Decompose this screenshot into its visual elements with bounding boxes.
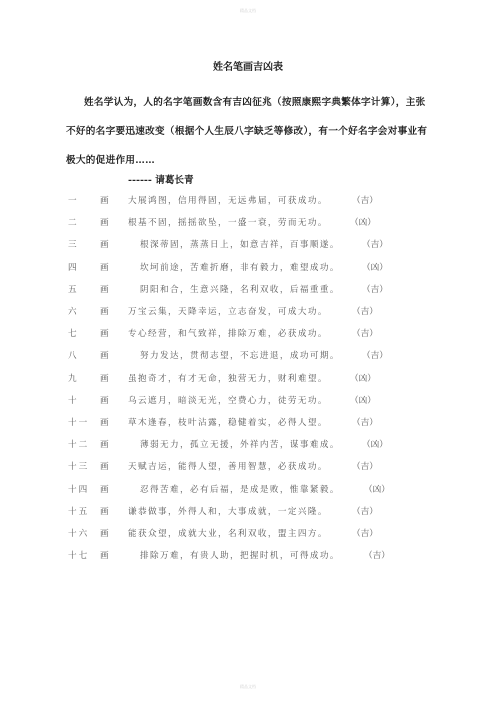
intro-paragraph: 姓名学认为，人的名字笔画数含有吉凶征兆（按照康熙字典繁体字计算），主张不好的名字要迅速改变（根据个人生辰八字缺乏等修改），有一个好名字会对事业有极大的促进作用……: [66, 97, 428, 166]
stroke-count: 八: [68, 351, 79, 362]
stroke-unit-label: 画: [100, 462, 109, 473]
footer-watermark: 精品文档: [240, 684, 256, 689]
stroke-count: 十五: [68, 506, 90, 517]
stroke-count: 十: [68, 395, 79, 406]
stroke-unit-label: 画: [100, 196, 109, 206]
stroke-count: 三: [68, 240, 79, 251]
fortune-description: 根深蒂固，蒸蒸日上，如意吉祥，百事顺遂。: [140, 240, 340, 251]
fortune-verdict: （凶）: [350, 395, 376, 406]
table-row: [0, 523, 496, 545]
fortune-description: 坎坷前途，苦难折磨，非有毅力，难望成功。: [140, 262, 340, 273]
fortune-description: 草木逢春，枝叶沾露，稳健着实，必得人望。: [128, 418, 328, 428]
stroke-unit-label: 画: [100, 506, 109, 517]
table-row: [0, 368, 496, 390]
fortune-description: 根基不固，摇摇欲坠，一盛一衰，劳而无功。: [128, 218, 328, 229]
page-title: 姓名笔画吉凶表: [213, 62, 283, 73]
table-row: [0, 412, 496, 434]
stroke-count: 十二: [68, 440, 90, 451]
stroke-unit-label: 画: [100, 418, 109, 428]
fortune-verdict: （吉）: [352, 418, 378, 428]
fortune-verdict: （凶）: [350, 373, 376, 384]
stroke-unit-label: 画: [100, 351, 109, 362]
table-row: [0, 545, 496, 567]
fortune-verdict: （凶）: [364, 484, 390, 495]
stroke-unit-label: 画: [100, 551, 109, 562]
fortune-description: 大展鸿图，信用得固，无远弗届，可获成功。: [128, 196, 328, 206]
stroke-unit-label: 画: [100, 240, 109, 251]
fortune-verdict: （吉）: [362, 240, 388, 251]
stroke-unit-label: 画: [100, 373, 109, 384]
fortune-verdict: （吉）: [362, 284, 388, 295]
fortune-verdict: （吉）: [352, 462, 378, 473]
stroke-count: 十七: [68, 551, 90, 562]
stroke-count: 六: [68, 307, 79, 317]
fortune-description: 薄弱无力，孤立无援，外祥内苦，谋事难成。: [140, 440, 340, 451]
fortune-verdict: （吉）: [352, 329, 378, 340]
fortune-description: 万宝云集，天降幸运，立志奋发，可成大功。: [128, 307, 328, 317]
fortune-verdict: （吉）: [362, 351, 388, 362]
fortune-verdict: （凶）: [362, 262, 388, 273]
stroke-unit-label: 画: [100, 218, 109, 229]
stroke-count: 四: [68, 262, 79, 273]
stroke-count: 一: [68, 196, 79, 206]
stroke-unit-label: 画: [100, 484, 109, 495]
table-row: [0, 190, 496, 212]
header-watermark: 精品文档: [240, 8, 256, 13]
fortune-description: 乌云遮月，暗淡无光，空费心力，徒劳无功。: [128, 395, 328, 406]
table-row: [0, 234, 496, 256]
table-row: [0, 212, 496, 234]
table-row: [0, 501, 496, 523]
table-row: [0, 456, 496, 478]
fortune-description: 专心经营，和气致祥，排除万难，必获成功。: [128, 329, 328, 340]
table-row: [0, 301, 496, 323]
stroke-count: 五: [68, 284, 79, 295]
stroke-count: 十六: [68, 529, 90, 539]
stroke-unit-label: 画: [100, 329, 109, 340]
table-row: [0, 479, 496, 501]
stroke-unit-label: 画: [100, 284, 109, 295]
fortune-verdict: （凶）: [350, 218, 376, 229]
fortune-verdict: （吉）: [352, 307, 378, 317]
table-row: [0, 345, 496, 367]
stroke-unit-label: 画: [100, 440, 109, 451]
fortune-verdict: （吉）: [364, 551, 390, 562]
fortune-description: 天赋吉运，能得人望，善用智慧，必获成功。: [128, 462, 328, 473]
fortune-description: 忍得苦难，必有后福，是成是败，惟靠紧毅。: [140, 484, 340, 495]
fortune-verdict: （吉）: [352, 506, 378, 517]
stroke-count: 十一: [68, 418, 90, 428]
fortune-description: 谦恭做事，外得人和，大事成就，一定兴隆。: [128, 506, 328, 517]
table-row: [0, 390, 496, 412]
fortune-verdict: （吉）: [352, 196, 378, 206]
stroke-count: 十三: [68, 462, 90, 473]
table-row: [0, 279, 496, 301]
fortune-description: 排除万难，有贵人助，把握时机，可得成功。: [140, 551, 340, 562]
fortune-verdict: （凶）: [362, 440, 388, 451]
stroke-unit-label: 画: [100, 307, 109, 317]
stroke-count: 七: [68, 329, 79, 340]
author-line: ------ 请葛长青: [128, 175, 194, 186]
fortune-description: 虽抱奇才，有才无命，独营无力，财利难望。: [128, 373, 328, 384]
stroke-count: 十四: [68, 484, 90, 495]
stroke-unit-label: 画: [100, 395, 109, 406]
table-row: [0, 323, 496, 345]
fortune-description: 努力发达，贯彻志望，不忘进退，成功可期。: [140, 351, 340, 362]
stroke-count: 九: [68, 373, 79, 384]
fortune-verdict: （吉）: [352, 529, 378, 539]
table-row: [0, 434, 496, 456]
stroke-unit-label: 画: [100, 262, 109, 273]
fortune-description: 阴阳和合，生意兴隆，名利双收，后福重重。: [140, 284, 340, 295]
table-row: [0, 257, 496, 279]
stroke-unit-label: 画: [100, 529, 109, 539]
fortune-description: 能获众望，成就大业，名利双收，盟主四方。: [128, 529, 328, 539]
stroke-count: 二: [68, 218, 79, 229]
